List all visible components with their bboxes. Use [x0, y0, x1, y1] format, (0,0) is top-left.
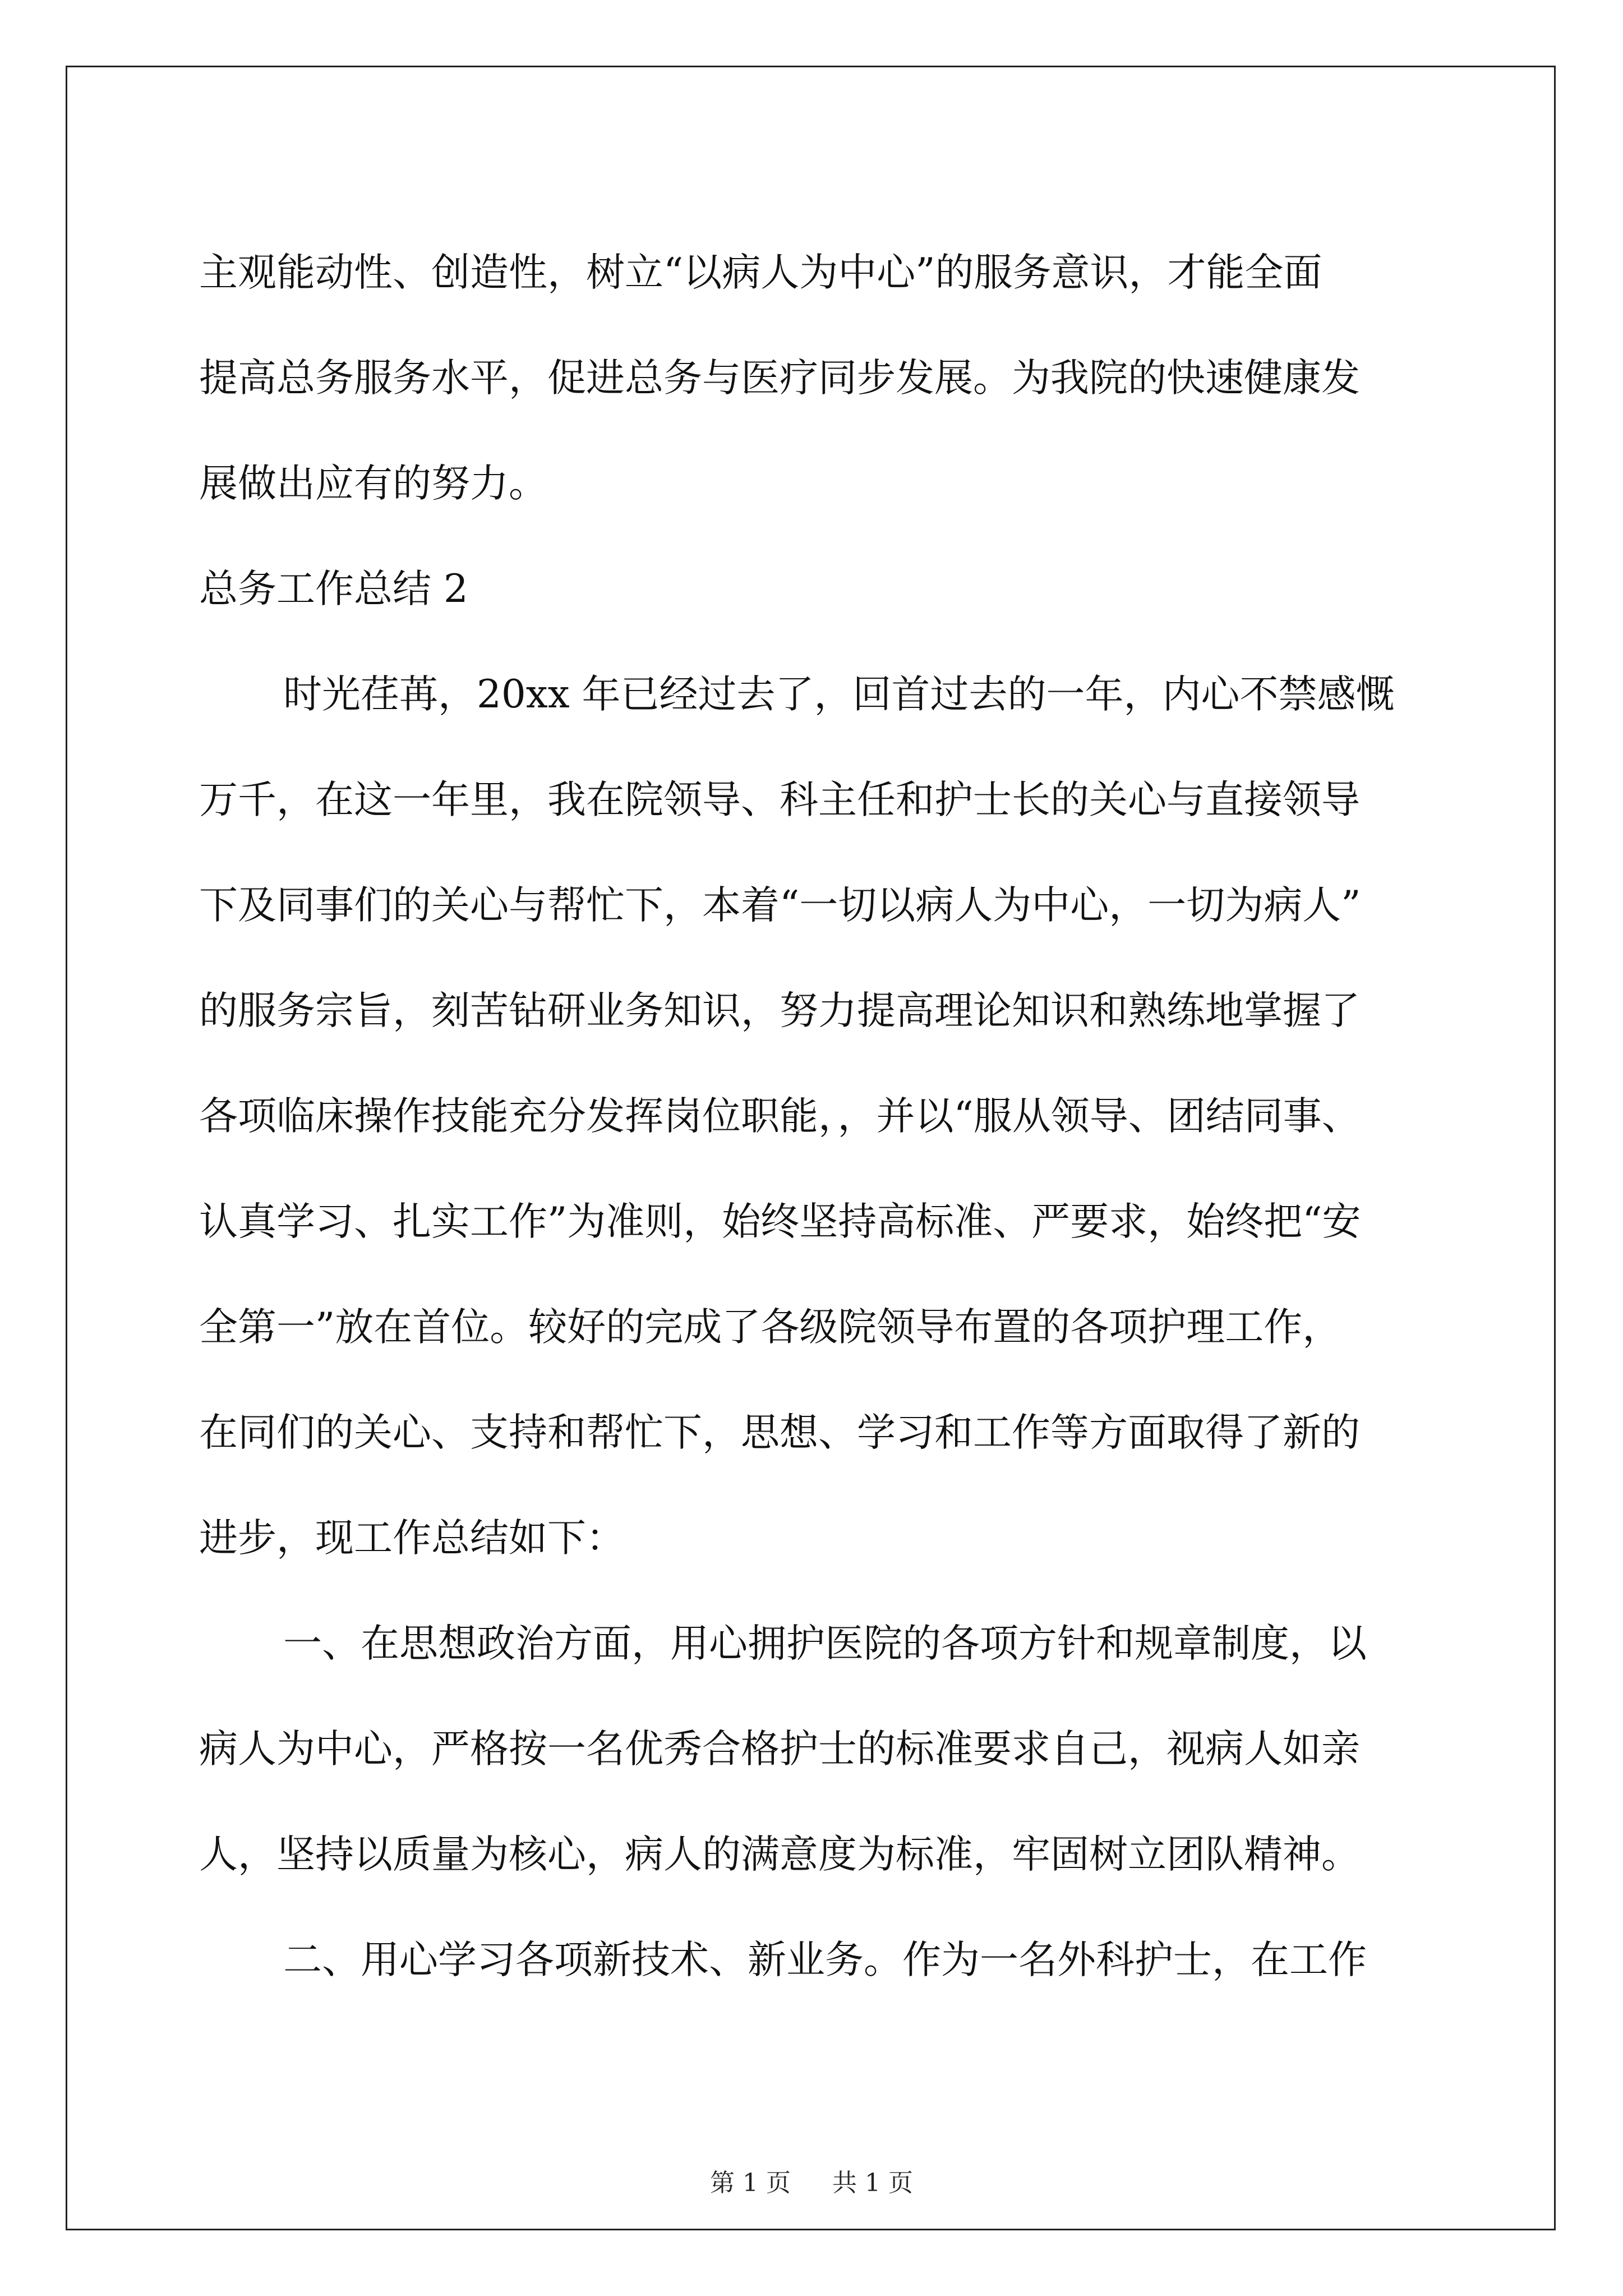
- page-number: 第 1 页: [710, 2169, 791, 2197]
- document-body: [199, 220, 1433, 2013]
- text-line: 的服务宗旨，刻苦钻研业务知识，努力提高理论知识和熟练地掌握了: [199, 988, 1360, 1033]
- page-total: 共 1 页: [832, 2169, 913, 2197]
- text-line: 时光荏苒，20xx 年已经过去了，回首过去的一年，内心不禁感慨: [283, 672, 1395, 717]
- text-line: 进步，现工作总结如下：: [199, 1516, 625, 1561]
- text-line: 展做出应有的努力。: [199, 461, 547, 506]
- text-line: 各项临床操作技能充分发挥岗位职能，，并以“服从领导、团结同事、: [199, 1094, 1361, 1139]
- text-line: 总务工作总结 2: [199, 567, 468, 611]
- text-line: 下及同事们的关心与帮忙下，本着“一切以病人为中心，一切为病人”: [199, 883, 1361, 928]
- text-line: 二、用心学习各项新技术、新业务。作为一名外科护士，在工作: [283, 1938, 1367, 1982]
- text-line: 一、在思想政治方面，用心拥护医院的各项方针和规章制度，以: [283, 1621, 1367, 1666]
- text-line: 病人为中心，严格按一名优秀合格护士的标准要求自己，视病人如亲: [199, 1727, 1360, 1772]
- text-line: 主观能动性、创造性，树立“以病人为中心”的服务意识，才能全面: [199, 250, 1322, 295]
- text-line: 万千，在这一年里，我在院领导、科主任和护士长的关心与直接领导: [199, 777, 1360, 822]
- page-footer: [0, 2166, 1623, 2200]
- text-line: 认真学习、扎实工作”为准则，始终坚持高标准、严要求，始终把“安: [199, 1199, 1361, 1244]
- text-line: 人，坚持以质量为核心，病人的满意度为标准，牢固树立团队精神。: [199, 1832, 1360, 1877]
- text-line: 提高总务服务水平，促进总务与医疗同步发展。为我院的快速健康发: [199, 356, 1360, 401]
- text-line: 在同们的关心、支持和帮忙下，思想、学习和工作等方面取得了新的: [199, 1410, 1360, 1455]
- text-line: 全第一”放在首位。较好的完成了各级院领导布置的各项护理工作，: [199, 1305, 1341, 1350]
